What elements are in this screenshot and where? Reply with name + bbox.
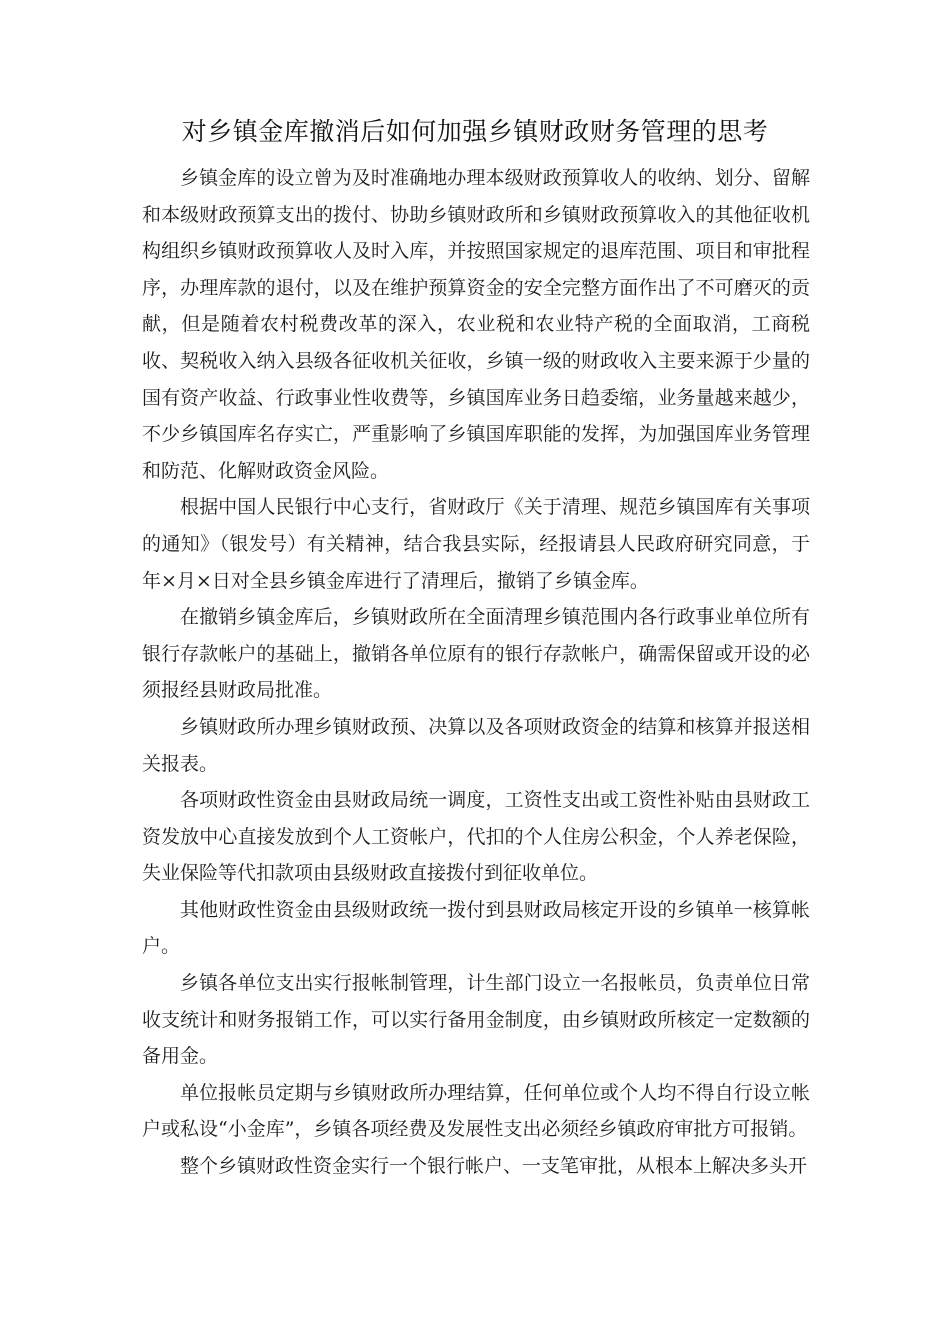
- paragraph: 乡镇财政所办理乡镇财政预、决算以及各项财政资金的结算和核算并报送相关报表。: [142, 715, 810, 775]
- paragraph: 其他财政性资金由县级财政统一拨付到县财政局核定开设的乡镇单一核算帐户。: [142, 898, 810, 958]
- page-title: 对乡镇金库撤消后如何加强乡镇财政财务管理的思考: [181, 117, 769, 146]
- paragraph: 乡镇金库的设立曾为及时准确地办理本级财政预算收人的收纳、划分、留解和本级财政预算支出的拨付、协助乡镇财政所和乡镇财政预算收入的其他征收机构组织乡镇财政预算收人及时入库，并按照国家规定的退库范围、项目和审批程序，办理库款的退付，以及在维护预算资金的安全完整方面作出了不可磨灭的贡献，但是随着农村税费改革的深入，农业税和农业特产税的全面取消，工商税收、契税收入纳入县级各征收机关征收，乡镇一级的财政收入主要来源于少量的国有资产收益、行政事业性收费等，乡镇国库业务日趋委缩，业务量越来越少，不少乡镇国库名存实亡，严重影响了乡镇国库职能的发挥，为加强国库业务管理和防范、化解财政资金风险。: [142, 167, 810, 482]
- paragraph: 各项财政性资金由县财政局统一调度，工资性支出或工资性补贴由县财政工资发放中心直接发放到个人工资帐户，代扣的个人住房公积金，个人养老保险，失业保险等代扣款项由县级财政直接拨付到征收单位。: [142, 789, 810, 885]
- paragraph: 在撤销乡镇金库后，乡镇财政所在全面清理乡镇范围内各行政事业单位所有银行存款帐户的基础上，撤销各单位原有的银行存款帐户，确需保留或开设的必须报经县财政局批准。: [142, 606, 810, 702]
- document-body: [142, 160, 810, 1185]
- paragraph: 乡镇各单位支出实行报帐制管理，计生部门设立一名报帐员，负责单位日常收支统计和财务报销工作，可以实行备用金制度，由乡镇财政所核定一定数额的备用金。: [142, 972, 810, 1068]
- paragraph: 根据中国人民银行中心支行，省财政厅《关于清理、规范乡镇国库有关事项的通知》（银发号）有关精神，结合我县实际，经报请县人民政府研究同意，于年×月×日对全县乡镇金库进行了清理后，撤销了乡镇金库。: [142, 496, 810, 592]
- paragraph: 整个乡镇财政性资金实行一个银行帐户、一支笔审批，从根本上解决多头开: [180, 1155, 808, 1178]
- paragraph: 单位报帐员定期与乡镇财政所办理结算，任何单位或个人均不得自行设立帐户或私设“小金库”，乡镇各项经费及发展性支出必须经乡镇政府审批方可报销。: [142, 1081, 810, 1141]
